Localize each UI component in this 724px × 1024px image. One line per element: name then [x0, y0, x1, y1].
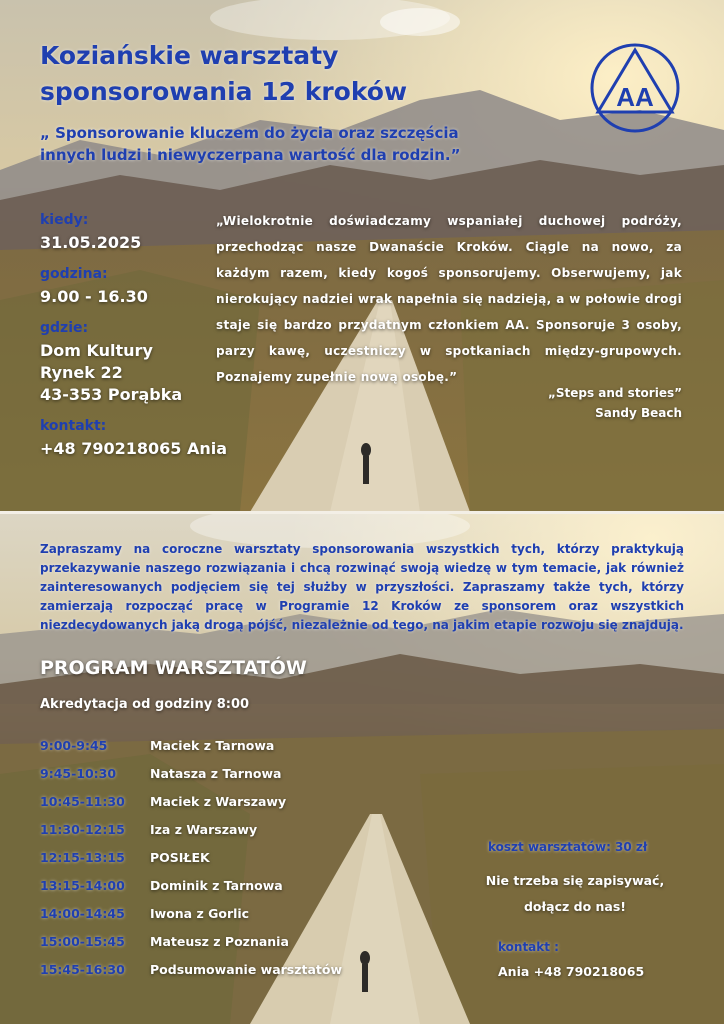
- title-line-1: Koziańskie warsztaty: [40, 41, 339, 70]
- event-details: [40, 212, 227, 460]
- schedule-time: 9:00-9:45: [40, 738, 108, 753]
- schedule-speaker: Iza z Warszawy: [150, 822, 258, 837]
- no-registration-text: [470, 868, 680, 920]
- subtitle-line-2: innych ludzi i niewyczerpana wartość dla rodzin.”: [40, 146, 461, 164]
- cost-text: koszt warsztatów: 30 zł: [488, 840, 648, 854]
- accreditation-text: Akredytacja od godziny 8:00: [40, 697, 250, 712]
- where-line-2: Rynek 22: [40, 363, 123, 382]
- contact-label: kontakt:: [40, 418, 107, 434]
- where-line-1: Dom Kultury: [40, 341, 153, 360]
- schedule-time: 11:30-12:15: [40, 822, 125, 837]
- schedule-speaker: Maciek z Warszawy: [150, 794, 287, 809]
- quote-source: [548, 383, 682, 423]
- time-label: godzina:: [40, 266, 108, 282]
- subtitle: [40, 122, 560, 166]
- program-title: PROGRAM WARSZTATÓW: [40, 657, 307, 679]
- schedule-speaker: Dominik z Tarnowa: [150, 878, 283, 893]
- no-registration-line-1: Nie trzeba się zapisywać,: [485, 873, 665, 888]
- schedule-time: 15:45-16:30: [40, 962, 125, 977]
- where-label: gdzie:: [40, 320, 89, 336]
- intro-text: Zapraszamy na coroczne warsztaty sponsorowania wszystkich tych, którzy praktykują przekazywanie naszego rozwiązania i chcą rozwinąć swoją wiedzę w tym temacie, jak również zainteresowanych podjęciem się tej służby w przyszłości. Zapraszamy także tych, którzy zamierzają rozpocząć pracę w Programie 12 Kroków ze sponsorem oraz wszystkich niezdecydowanych jaką drogą pójść, niezależnie od tego, na jakim etapie rozwoju się znajdują.: [40, 542, 684, 632]
- where-line-3: 43-353 Porąbka: [40, 385, 183, 404]
- aa-logo-icon: [589, 42, 681, 134]
- schedule-time: 10:45-11:30: [40, 794, 125, 809]
- time-value: 9.00 - 16.30: [40, 287, 148, 306]
- when-value: 31.05.2025: [40, 233, 142, 252]
- quote-source-author: Sandy Beach: [595, 406, 682, 420]
- schedule-time: 14:00-14:45: [40, 906, 125, 921]
- title-line-2: sponsorowania 12 kroków: [40, 77, 408, 106]
- schedule-time: 13:15-14:00: [40, 878, 125, 893]
- aa-logo-letters: AA: [616, 82, 654, 112]
- schedule-speaker: Mateusz z Poznania: [150, 934, 289, 949]
- schedule-time: 9:45-10:30: [40, 766, 117, 781]
- page-title: [40, 38, 460, 110]
- quote-text: „Wielokrotnie doświadczamy wspaniałej duchowej podróży, przechodząc nasze Dwanaście Kroków. Ciągle na nowo, za każdym razem, kiedy kogoś sponsorujemy. Obserwujemy, jak nierokujący nadziei wrak napełnia się nadzieją, a w połowie drogi staje się bardzo przydatnym członkiem AA. Sponsoruje 3 osoby, parzy kawę, uczestniczy w spotkaniach między-grupowych. Poznajemy zupełnie nową osobę.”: [216, 214, 682, 384]
- subtitle-line-1: „ Sponsorowanie kluczem do życia oraz szczęścia: [40, 124, 459, 142]
- schedule-speaker: Natasza z Tarnowa: [150, 766, 282, 781]
- schedule-speaker: Iwona z Gorlic: [150, 906, 250, 921]
- schedule-time: 12:15-13:15: [40, 850, 125, 865]
- schedule-speaker: POSIŁEK: [150, 850, 210, 865]
- quote-source-title: „Steps and stories”: [547, 386, 682, 400]
- bottom-contact-value: Ania +48 790218065: [498, 964, 645, 979]
- contact-value: +48 790218065 Ania: [40, 439, 228, 458]
- schedule-speaker: Podsumowanie warsztatów: [150, 962, 343, 977]
- schedule-speaker: Maciek z Tarnowa: [150, 738, 275, 753]
- no-registration-line-2: dołącz do nas!: [523, 899, 626, 914]
- schedule-time: 15:00-15:45: [40, 934, 125, 949]
- bottom-contact-label: kontakt :: [498, 940, 559, 954]
- when-label: kiedy:: [40, 212, 89, 228]
